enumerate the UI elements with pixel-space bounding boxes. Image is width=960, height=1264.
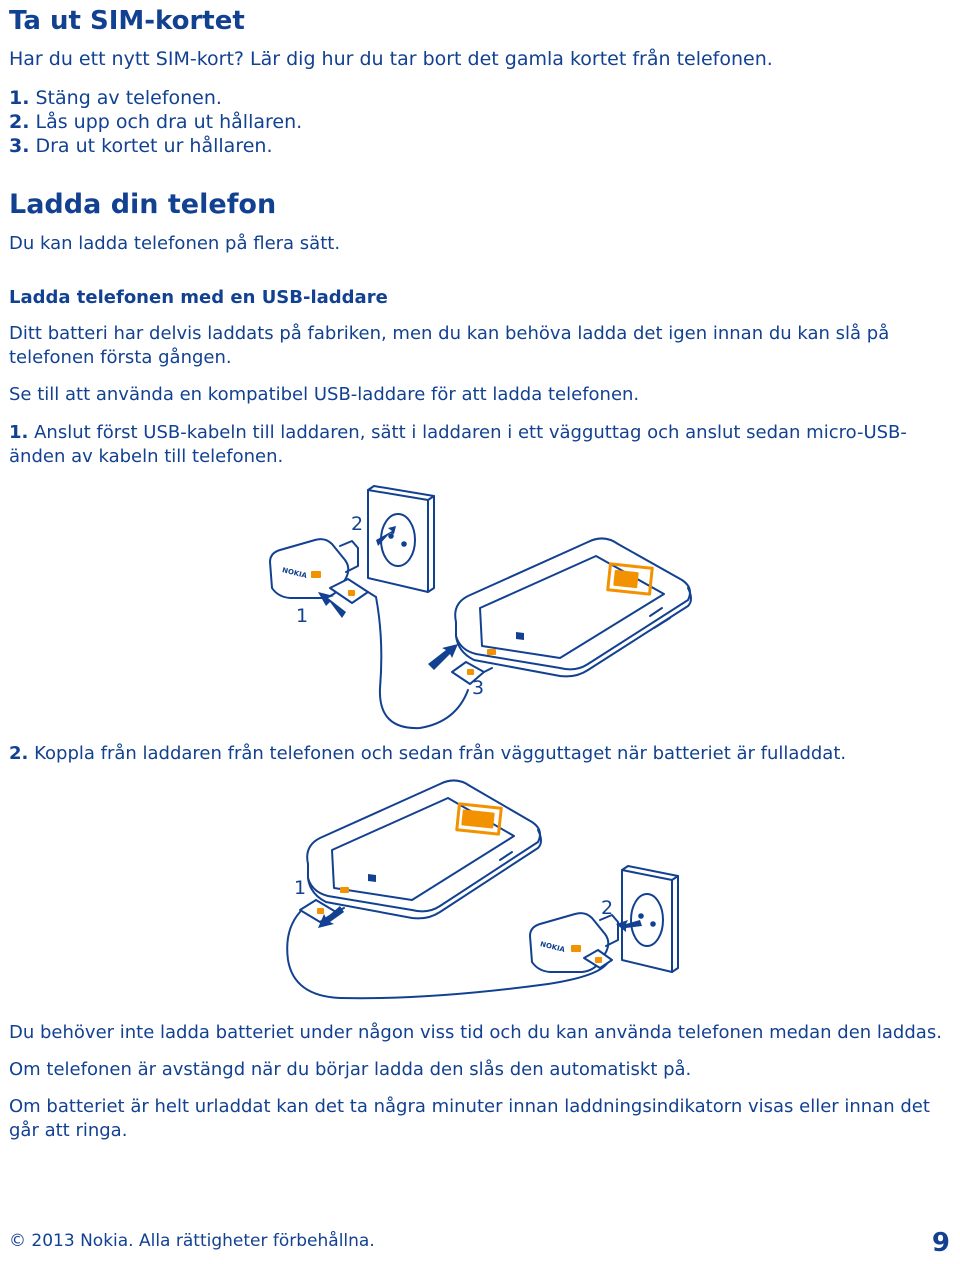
usb-para-1: Ditt batteri har delvis laddats på fabriken, men du kan behöva ladda det igen innan du kan slå på telefonen första gången. xyxy=(9,323,890,368)
charger-brand-label: NOKIA xyxy=(281,566,308,581)
figure1-label-3: 3 xyxy=(472,677,485,699)
step-text: Stäng av telefonen. xyxy=(29,87,222,109)
footer-copyright: © 2013 Nokia. Alla rättigheter förbehållna. xyxy=(9,1231,375,1251)
step-number: 3. xyxy=(9,135,30,157)
usb-note-3: Om batteriet är helt urladdat kan det ta några minuter innan laddningsindikatorn visas eller innan det går att ringa. xyxy=(9,1096,930,1141)
step-number: 1. xyxy=(9,422,29,443)
figure1-label-1: 1 xyxy=(296,605,309,627)
phone-icon xyxy=(307,780,541,918)
wall-outlet-icon xyxy=(622,866,678,972)
figure1-label-2: 2 xyxy=(351,513,364,535)
step-text: Koppla från laddaren från telefonen och sedan från vägguttaget när batteriet är fulladdat. xyxy=(28,743,847,764)
usb-note-2: Om telefonen är avstängd när du börjar ladda den slås den automatiskt på. xyxy=(9,1059,692,1080)
section-title-sim: Ta ut SIM-kortet xyxy=(9,6,245,36)
step-number: 2. xyxy=(9,111,30,133)
step-text: Lås upp och dra ut hållaren. xyxy=(29,111,303,133)
usb-para-2: Se till att använda en kompatibel USB-laddare för att ladda telefonen. xyxy=(9,384,640,405)
usb-note-1: Du behöver inte ladda batteriet under någon viss tid och du kan använda telefonen medan den laddas. xyxy=(9,1022,942,1043)
section-title-charge: Ladda din telefon xyxy=(9,189,277,220)
charge-intro: Du kan ladda telefonen på flera sätt. xyxy=(9,233,341,254)
sim-intro: Har du ett nytt SIM-kort? Lär dig hur du tar bort det gamla kortet från telefonen. xyxy=(9,48,773,70)
figure2-label-1: 1 xyxy=(294,877,307,899)
step-text: Anslut först USB-kabeln till laddaren, sätt i laddaren i ett vägguttag och anslut sedan micro-USB-änden av kabeln till telefonen. xyxy=(9,422,907,467)
subsection-title-usb: Ladda telefonen med en USB-laddare xyxy=(9,287,388,308)
step-number: 1. xyxy=(9,87,30,109)
charger-brand-label: NOKIA xyxy=(539,940,566,955)
step-text: Dra ut kortet ur hållaren. xyxy=(29,135,273,157)
figure2-label-2: 2 xyxy=(601,897,614,919)
page-number: 9 xyxy=(931,1228,950,1258)
step-number: 2. xyxy=(9,743,29,764)
